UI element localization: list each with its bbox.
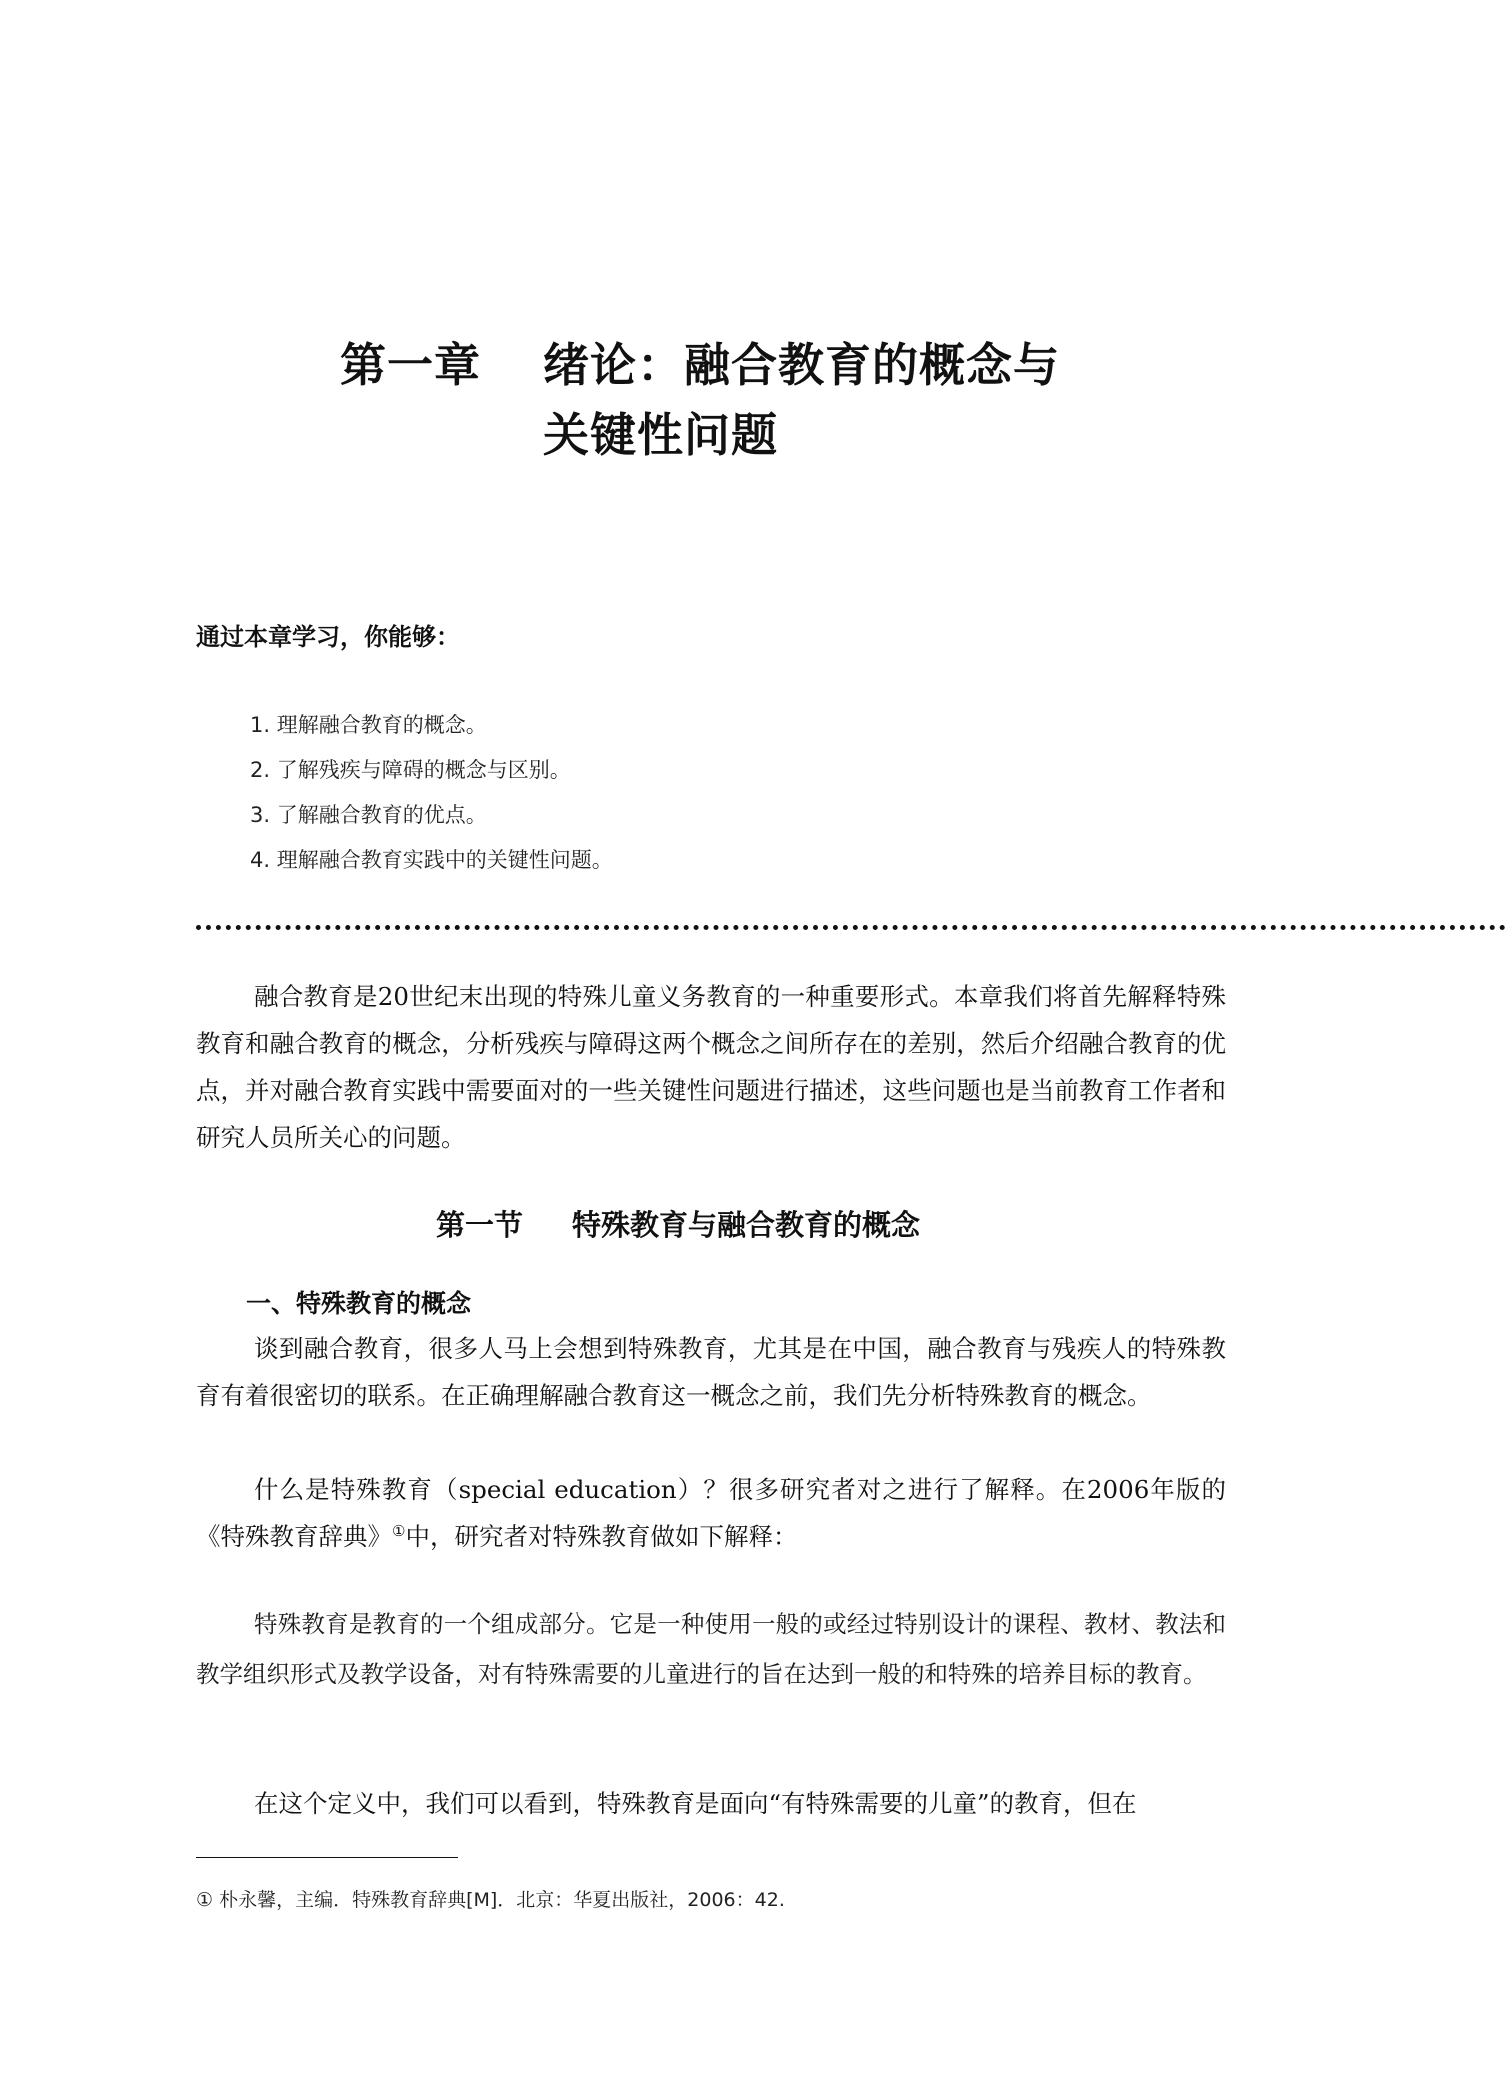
chapter-title [340,330,1240,470]
chapter-title-line1: 绪论：融合教育的概念与 [543,338,1060,392]
objective-item: 4. 理解融合教育实践中的关键性问题。 [250,848,613,872]
footnote-marker[interactable]: ① [392,1521,406,1540]
paragraph-1: 谈到融合教育，很多人马上会想到特殊教育，尤其是在中国，融合教育与残疾人的特殊教育有着很密切的联系。在正确理解融合教育这一概念之前，我们先分析特殊教育的概念。 [196,1334,1226,1410]
objective-item: 2. 了解残疾与障碍的概念与区别。 [250,758,571,782]
footnote-divider [196,1857,458,1858]
dotted-divider [196,925,1506,930]
chapter-title-line2: 关键性问题 [543,408,778,462]
section-number: 第一节 [436,1208,524,1242]
objective-item: 1. 理解融合教育的概念。 [250,713,487,737]
definition-quote: 特殊教育是教育的一个组成部分。它是一种使用一般的或经过特别设计的课程、教材、教法和教学组织形式及教学设备，对有特殊需要的儿童进行的旨在达到一般的和特殊的培养目标的教育。 [196,1610,1226,1688]
paragraph-3: 在这个定义中，我们可以看到，特殊教育是面向“有特殊需要的儿童”的教育，但在 [254,1789,1137,1818]
intro-paragraph: 融合教育是20世纪末出现的特殊儿童义务教育的一种重要形式。本章我们将首先解释特殊教育和融合教育的概念，分析残疾与障碍这两个概念之间所存在的差别，然后介绍融合教育的优点，并对融合教育实践中需要面对的一些关键性问题进行描述，这些问题也是当前教育工作者和研究人员所关心的问题。 [196,982,1226,1152]
section-title [436,1200,920,1250]
subsection-title: 一、特殊教育的概念 [246,1289,472,1318]
chapter-number: 第一章 [340,338,481,392]
learning-objectives-heading: 通过本章学习，你能够： [196,622,460,651]
objective-item: 3. 了解融合教育的优点。 [250,803,487,827]
section-title-text: 特殊教育与融合教育的概念 [572,1208,921,1242]
footnote: ① 朴永馨，主编．特殊教育辞典[M]．北京：华夏出版社，2006：42. [196,1889,785,1911]
paragraph-2 [196,1466,1226,1560]
learning-objectives-list [250,703,613,883]
paragraph-2-text-after: 中，研究者对特殊教育做如下解释： [405,1522,798,1551]
paragraph-2-text-before: 什么是特殊教育（special education）？很多研究者对之进行了解释。在2006年版的《特殊教育辞典》 [196,1475,1226,1551]
